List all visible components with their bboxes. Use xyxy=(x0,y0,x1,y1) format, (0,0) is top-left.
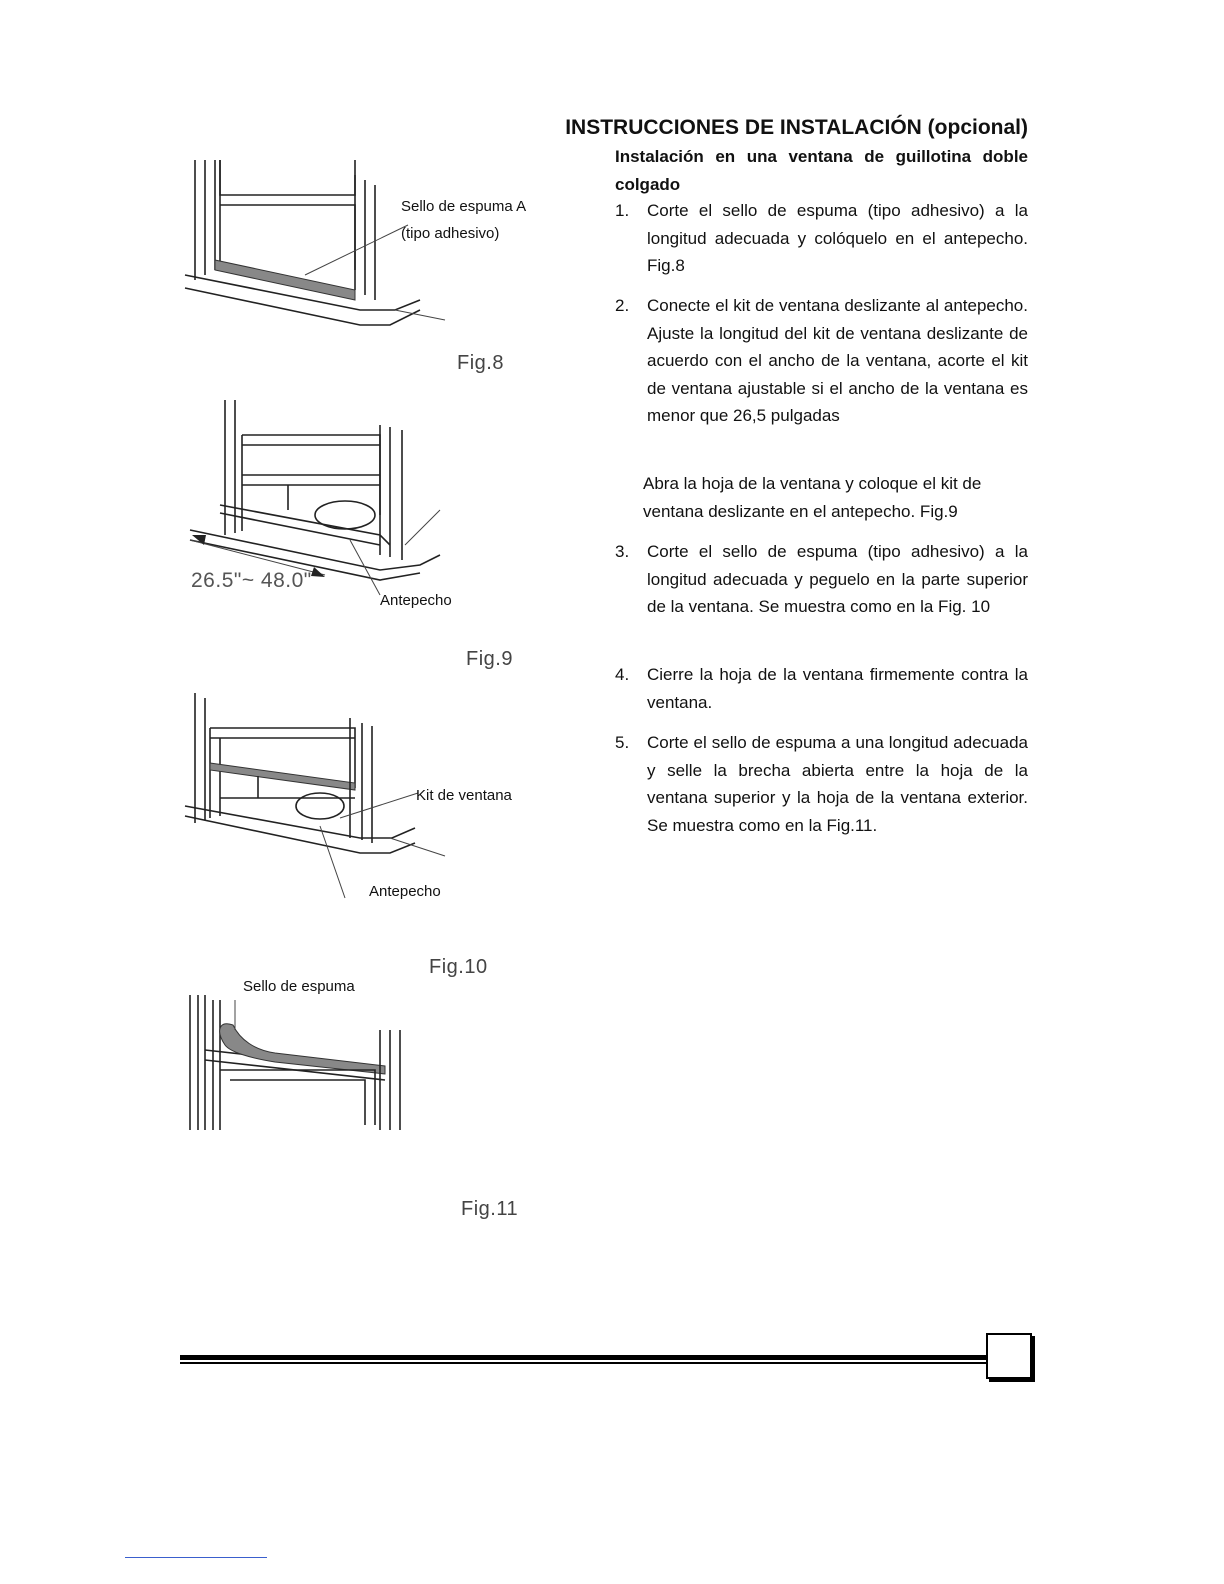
bottom-link-underline xyxy=(125,1557,267,1558)
fig11-window-illustration xyxy=(185,990,425,1140)
step-5 xyxy=(615,729,1028,839)
fig10-hose-opening xyxy=(296,793,344,819)
fig10-label-sill: Antepecho xyxy=(369,883,441,900)
step-text: Conecte el kit de ventana deslizante al antepecho. Ajuste la longitud del kit de ventana deslizante de acuerdo con el ancho de la ventana, acorte el kit de ventana ajustable si el ancho de la ventana es menor que 26,5 pulgadas xyxy=(647,296,1028,425)
section-subtitle: Instalación en una ventana de guillotina doble colgado xyxy=(615,147,1028,194)
step-number: 4. xyxy=(615,665,630,684)
step-2 xyxy=(615,292,1028,430)
fig10-label-kit: Kit de ventana xyxy=(416,787,512,804)
fig9-dimension: 26.5"~ 48.0" xyxy=(191,569,312,592)
step-2-paragraph: Abra la hoja de la ventana y coloque el kit de ventana deslizante en el antepecho. Fig.9 xyxy=(643,474,982,521)
step-text: Corte el sello de espuma (tipo adhesivo) a la longitud adecuada y colóquelo en el antepecho. Fig.8 xyxy=(647,201,1028,275)
step-number: 3. xyxy=(615,542,630,561)
fig9-label-sill: Antepecho xyxy=(380,592,452,609)
fig8-label-line2: (tipo adhesivo) xyxy=(401,225,500,242)
step-text: Corte el sello de espuma (tipo adhesivo) a la longitud adecuada y peguelo en la parte superior de la ventana. Se muestra como en la Fig. 10 xyxy=(647,542,1028,616)
fig9-dimension-arrow-left xyxy=(192,535,206,545)
footer-rule xyxy=(180,1355,988,1360)
step-number: 5. xyxy=(615,733,630,752)
footer-rule-thin xyxy=(180,1362,988,1364)
step-4 xyxy=(615,661,1028,716)
step-3 xyxy=(615,538,1028,621)
fig8-window-illustration xyxy=(180,150,460,340)
fig8-caption: Fig.8 xyxy=(457,352,504,374)
step-number: 1. xyxy=(615,201,630,220)
page-title: INSTRUCCIONES DE INSTALACIÓN (opcional) xyxy=(565,116,1028,139)
step-text: Corte el sello de espuma a una longitud adecuada y selle la brecha abierta entre la hoja de la ventana superior y la hoja de la ventana exterior. Se muestra como en la Fig.11. xyxy=(647,733,1028,835)
step-number: 2. xyxy=(615,296,630,315)
fig9-caption: Fig.9 xyxy=(466,648,513,670)
fig10-caption: Fig.10 xyxy=(429,956,488,978)
step-1 xyxy=(615,197,1028,280)
page-number-box xyxy=(986,1333,1032,1379)
step-text: Cierre la hoja de la ventana firmemente contra la ventana. xyxy=(647,665,1028,712)
fig8-label-line1: Sello de espuma A xyxy=(401,198,527,215)
fig11-label: Sello de espuma xyxy=(243,978,355,995)
fig11-caption: Fig.11 xyxy=(461,1198,519,1220)
